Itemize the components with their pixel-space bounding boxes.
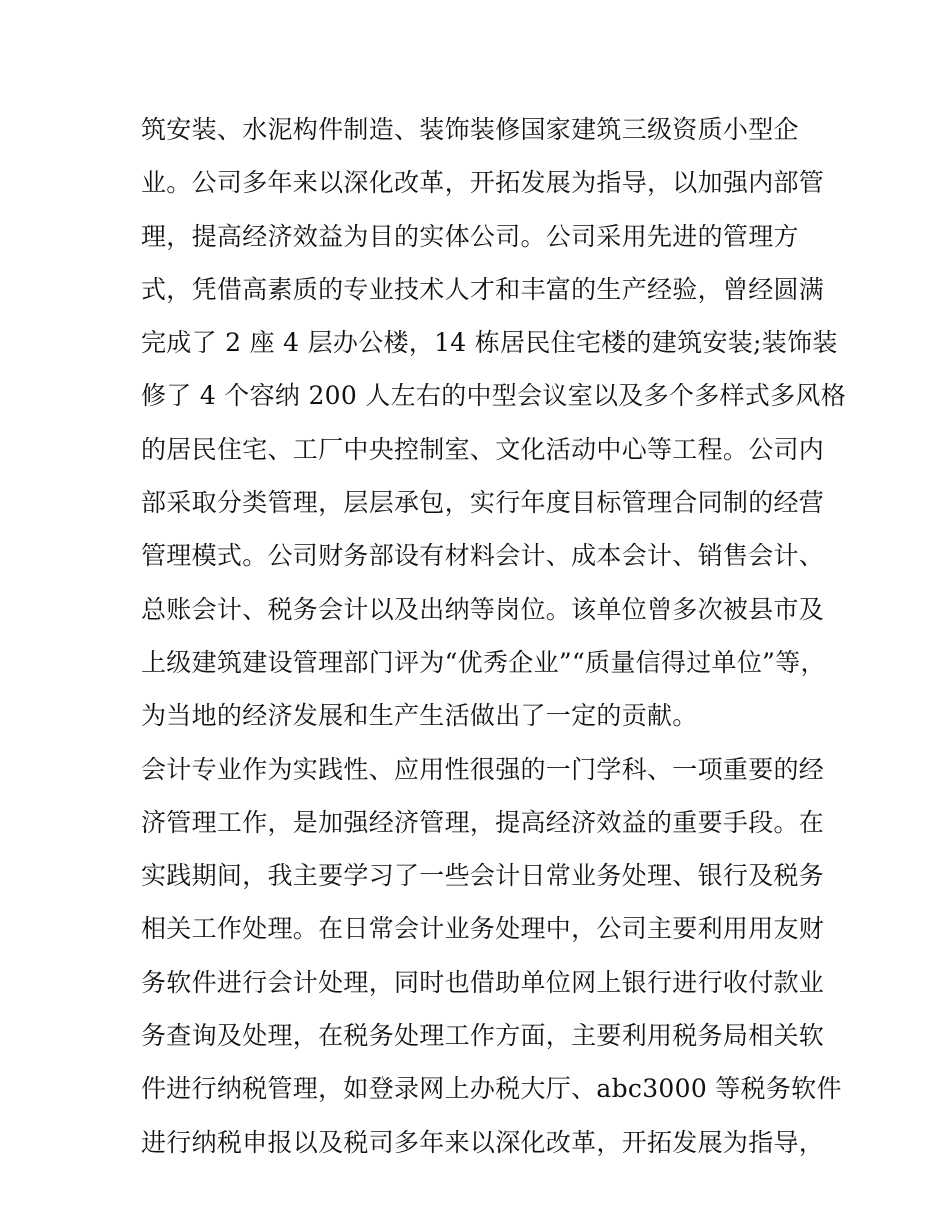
text-line: 修了 4 个容纳 200 人左右的中型会议室以及多个多样式多风格 [141, 381, 847, 411]
text-line: 理，提高经济效益为目的实体公司。公司采用先进的管理方 [141, 221, 799, 251]
text-line: 相关工作处理。在日常会计业务处理中，公司主要利用用友财 [141, 914, 825, 944]
text-line: 进行纳税申报以及税司多年来以深化改革，开拓发展为指导， [141, 1127, 825, 1157]
text-line: 会计专业作为实践性、应用性很强的一门学科、一项重要的经 [141, 754, 825, 784]
text-line: 式，凭借高素质的专业技术人才和丰富的生产经验，曾经圆满 [141, 274, 825, 304]
text-line: 济管理工作，是加强经济管理，提高经济效益的重要手段。在 [141, 807, 825, 837]
body-text [141, 103, 847, 1169]
text-line: 上级建筑建设管理部门评为“优秀企业”“质量信得过单位”等， [141, 647, 826, 677]
text-line: 务查询及处理，在税务处理工作方面，主要利用税务局相关软 [141, 1021, 825, 1051]
text-line: 件进行纳税管理，如登录网上办税大厅、abc3000 等税务软件 [141, 1074, 842, 1104]
text-line: 实践期间，我主要学习了一些会计日常业务处理、银行及税务 [141, 861, 825, 891]
text-line: 完成了 2 座 4 层办公楼，14 栋居民住宅楼的建筑安装;装饰装 [141, 328, 838, 358]
text-line: 总账会计、税务会计以及出纳等岗位。该单位曾多次被县市及 [141, 594, 825, 624]
text-line: 务软件进行会计处理，同时也借助单位网上银行进行收付款业 [141, 967, 825, 997]
text-line: 为当地的经济发展和生产生活做出了一定的贡献。 [141, 701, 698, 731]
text-line: 部采取分类管理，层层承包，实行年度目标管理合同制的经营 [141, 488, 825, 518]
text-line: 管理模式。公司财务部设有材料会计、成本会计、销售会计、 [141, 541, 825, 571]
text-line: 的居民住宅、工厂中央控制室、文化活动中心等工程。公司内 [141, 434, 825, 464]
text-line: 筑安装、水泥构件制造、装饰装修国家建筑三级资质小型企 [141, 115, 799, 144]
text-line: 业。公司多年来以深化改革，开拓发展为指导，以加强内部管 [141, 168, 825, 198]
